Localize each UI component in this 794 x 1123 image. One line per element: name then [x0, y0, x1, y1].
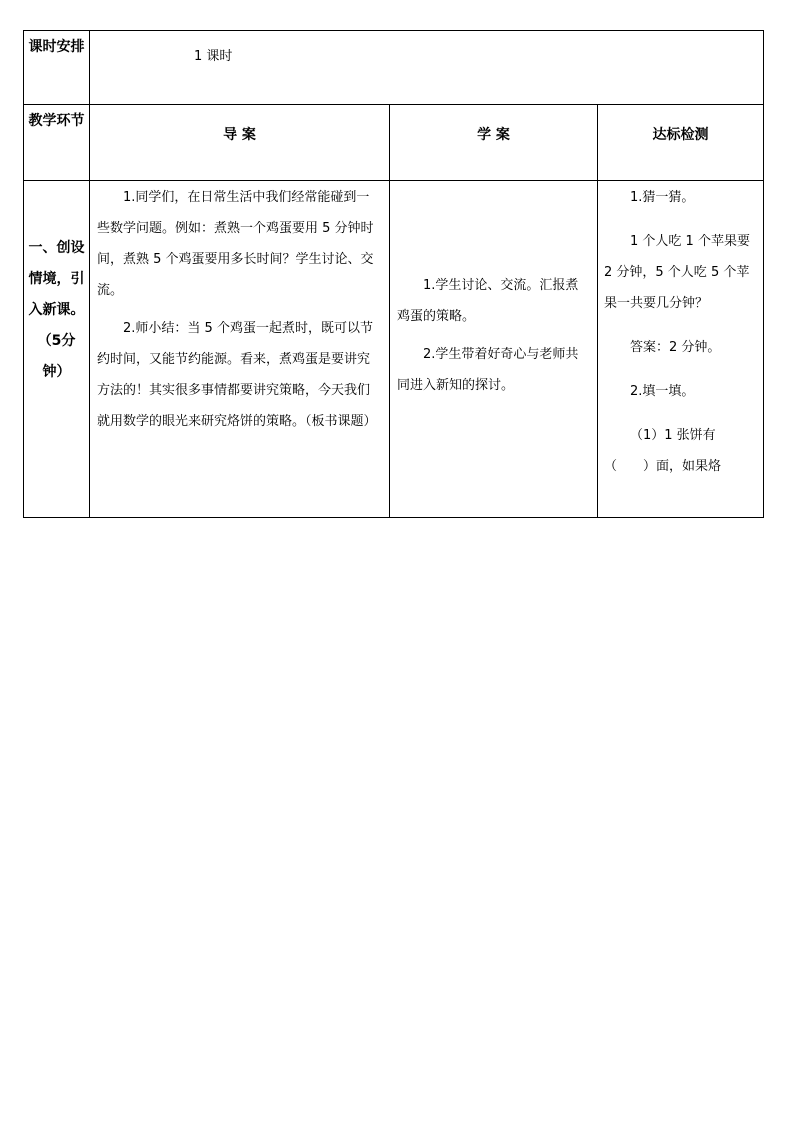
guide-paragraph-1: 1.同学们，在日常生活中我们经常能碰到一些数学问题。例如：煮熟一个鸡蛋要用 5 分钟时间，煮熟 5 个鸡蛋要用多长时间？学生讨论、交流。: [97, 190, 374, 298]
header-row: [24, 105, 764, 181]
guide-cell: [90, 181, 390, 518]
check-column-header: 达标检测: [652, 127, 709, 143]
period-label: 课时安排: [28, 39, 85, 55]
period-row: [24, 31, 764, 105]
check-paragraph-2: 1 个人吃 1 个苹果要 2 分钟，5 个人吃 5 个苹果一共要几分钟？: [604, 234, 750, 311]
stage-row: [24, 181, 764, 518]
guide-paragraph-2: 2.师小结：当 5 个鸡蛋一起煮时，既可以节约时间，又能节约能源。看来，煮鸡蛋是要讲究方法的！其实很多事情都要讲究策略，今天我们就用数学的眼光来研究烙饼的策略。（板书课题）: [97, 321, 377, 429]
check-cell: [598, 181, 764, 518]
header-label-cell: [24, 105, 90, 181]
stage-label: 一、创设情境，引入新课。（5分钟）: [28, 240, 85, 380]
header-check-cell: [598, 105, 764, 181]
period-value: 1 课时: [194, 49, 233, 64]
check-paragraph-1: 1.猜一猜。: [630, 190, 695, 205]
check-paragraph-4: 2.填一填。: [630, 384, 695, 399]
check-paragraph-5: （1）1 张饼有（ ）面，如果烙: [604, 428, 722, 474]
stage-label-cell: [24, 181, 90, 518]
period-label-cell: [24, 31, 90, 105]
study-content: [390, 181, 597, 401]
guide-column-header: 导 案: [223, 127, 256, 143]
check-content: [598, 181, 763, 482]
guide-content: [90, 181, 389, 437]
teaching-stage-label: 教学环节: [28, 113, 85, 129]
check-paragraph-3: 答案：2 分钟。: [630, 340, 721, 355]
period-value-cell: [90, 31, 764, 105]
header-guide-cell: [90, 105, 390, 181]
study-cell: [390, 181, 598, 518]
study-paragraph-1: 1.学生讨论、交流。汇报煮鸡蛋的策略。: [397, 278, 579, 324]
study-column-header: 学 案: [477, 127, 510, 143]
study-paragraph-2: 2.学生带着好奇心与老师共同进入新知的探讨。: [397, 347, 579, 393]
header-study-cell: [390, 105, 598, 181]
lesson-plan-table: [23, 30, 764, 518]
